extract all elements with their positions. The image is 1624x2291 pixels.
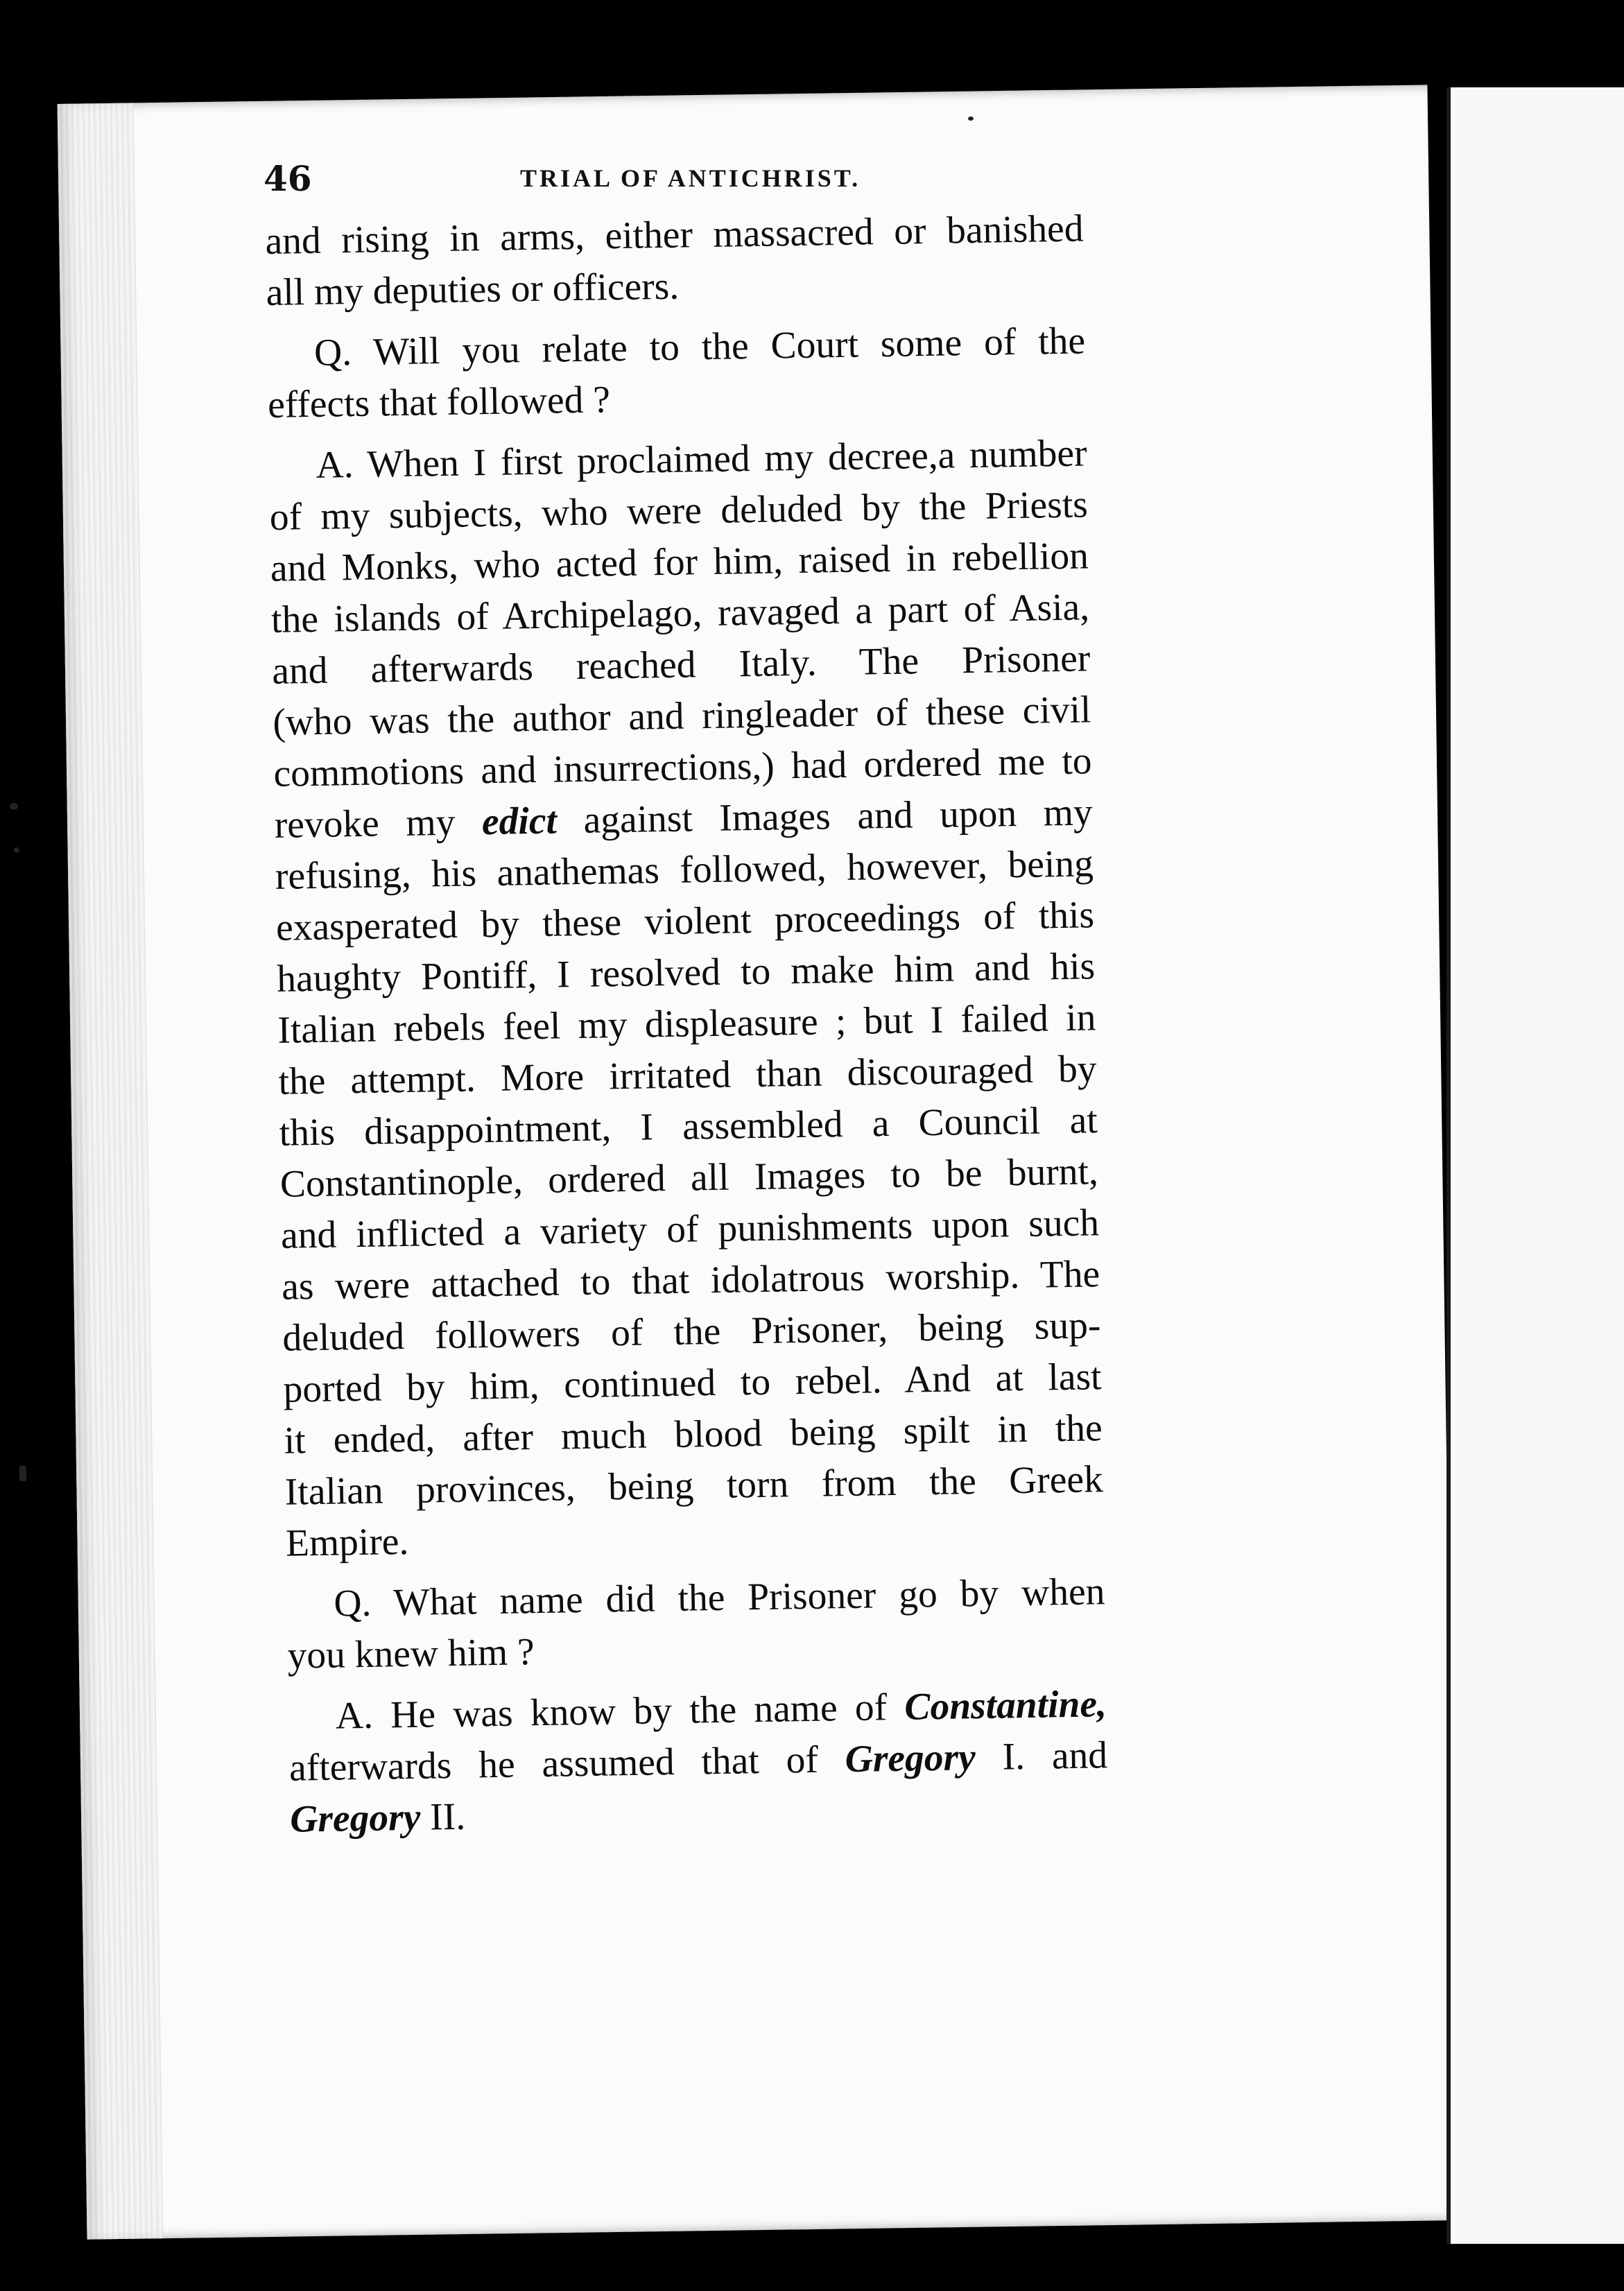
line-segment: against Images and upon my (556, 791, 1094, 842)
text-line: (who was the author and ringleader of these civil (272, 689, 1091, 744)
line-segment: A. He was know by the name of (335, 1686, 905, 1738)
running-header (264, 158, 985, 214)
text-line: and Monks, who acted for him, raised in rebellion (270, 535, 1089, 590)
text-line: Italian rebels feel my displeasure ; but I failed in (277, 996, 1096, 1052)
text-line: and inflicted a variety of punishments upon such (280, 1202, 1100, 1257)
text-line: A. When I first proclaimed my decree,a number (316, 432, 1087, 487)
text-line: the attempt. More irritated than discouraged by (278, 1048, 1097, 1103)
text-line: as were attached to that idolatrous worship. The (281, 1253, 1100, 1308)
text-line: and rising in arms, either massacred or banished (265, 207, 1084, 263)
text-line: this disappointment, I assembled a Council at (279, 1099, 1098, 1155)
question-paragraph (267, 315, 1087, 431)
right-page-edge (1446, 87, 1624, 2244)
paragraph (265, 203, 1085, 319)
text-line: commotions and insurrections,) had ordered me to (273, 740, 1092, 795)
page-number: 46 (264, 158, 312, 199)
text-line: haughty Pontiff, I resolved to make him and his (276, 945, 1096, 1001)
text-line: you knew him ? (287, 1631, 535, 1677)
text-line: of my subjects, who were deluded by the Priests (269, 483, 1089, 539)
text-line: Q. What name did the Prisoner go by when (333, 1571, 1105, 1625)
text-line: Constantinople, ordered all Images to be burnt, (279, 1150, 1099, 1206)
text-line: all my deputies or officers. (266, 265, 680, 314)
text-line: ported by him, continued to rebel. And at last (283, 1356, 1102, 1411)
ink-speck (968, 116, 974, 121)
ink-speck (14, 847, 19, 853)
ink-speck (19, 1466, 26, 1481)
text-line: Italian provinces, being torn from the Greek (284, 1458, 1104, 1514)
text-line: the islands of Archipelago, ravaged a part of Asia, (270, 586, 1090, 641)
answer-paragraph (288, 1679, 1108, 1846)
text-line: and afterwards reached Italy. The Prisoner (271, 637, 1091, 693)
italic-word: Constantine, (904, 1683, 1107, 1729)
text-line: it ended, after much blood being spilt in the (284, 1407, 1103, 1462)
page-gutter (58, 103, 164, 2239)
text-line: deluded followers of the Prisoner, being sup- (282, 1304, 1101, 1360)
body-text (265, 203, 1109, 1855)
italic-word: Gregory (845, 1736, 976, 1781)
text-line: refusing, his anathemas followed, however, being (275, 842, 1094, 898)
question-paragraph (286, 1566, 1106, 1682)
text-line: exasperated by these violent proceedings of this (275, 894, 1095, 949)
line-segment: afterwards he assumed that of (288, 1738, 846, 1790)
text-line: Q. Will you relate to the Court some of the (313, 320, 1086, 374)
line-segment: II. (420, 1795, 466, 1839)
text-line: effects that followed ? (267, 379, 611, 426)
italic-word: edict (481, 799, 558, 844)
running-title: TRIAL OF ANTICHRIST. (520, 164, 861, 192)
text-line: Empire. (285, 1520, 409, 1565)
italic-word: Gregory (289, 1796, 421, 1841)
answer-paragraph (268, 428, 1104, 1569)
line-segment: revoke my (274, 801, 483, 847)
ink-speck (10, 803, 18, 810)
line-segment: I. and (975, 1734, 1108, 1779)
